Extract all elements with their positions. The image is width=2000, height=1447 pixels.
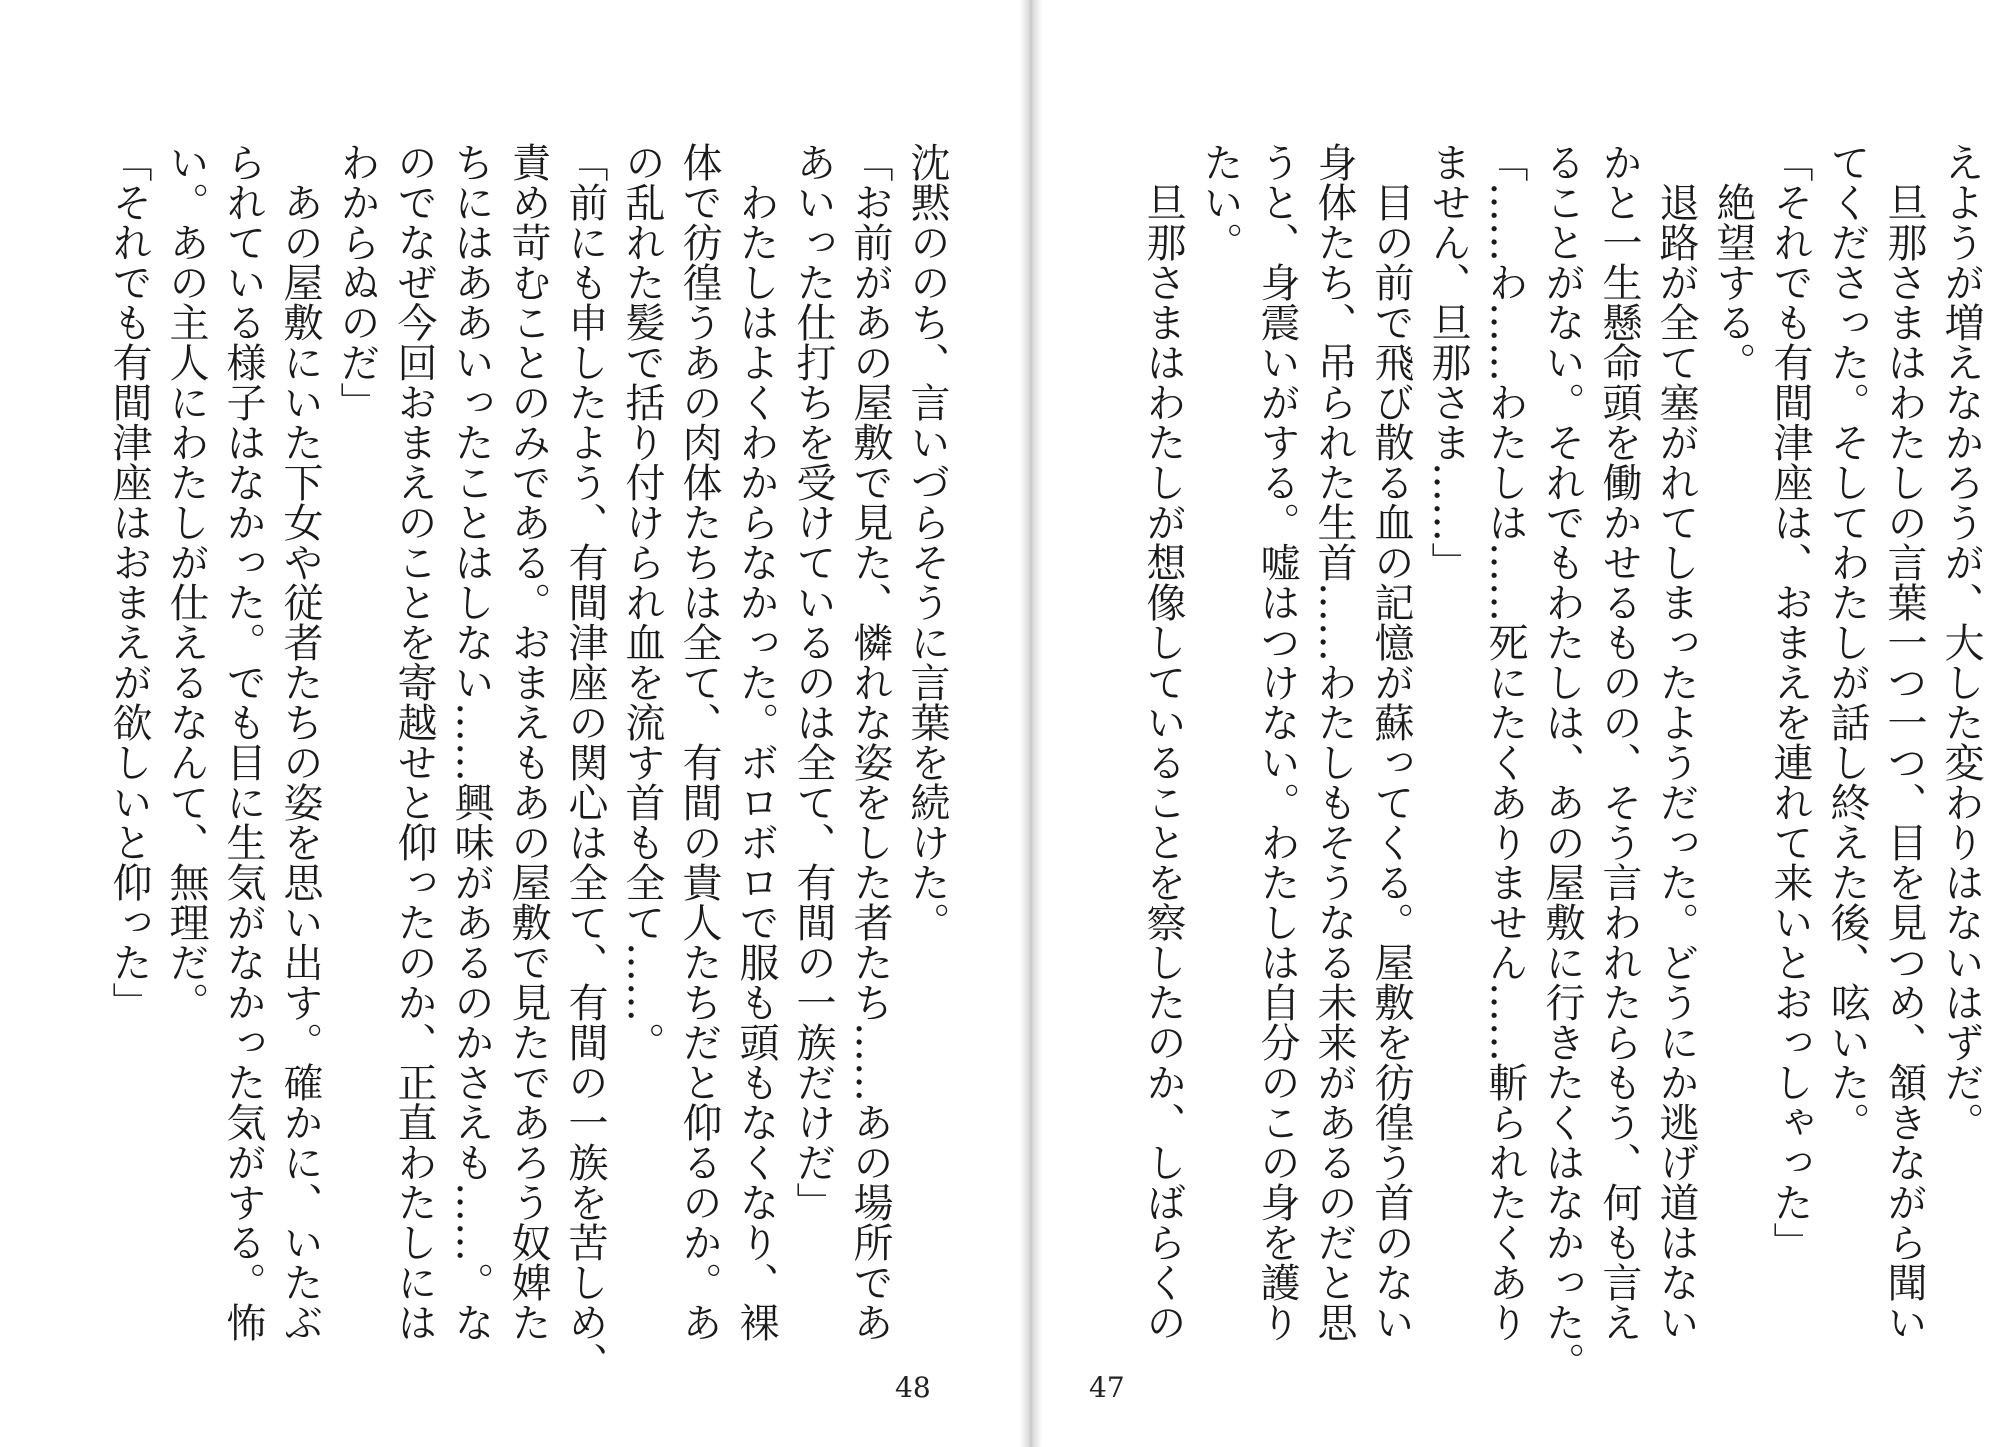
text-line: えようが増えなかろうが、大した変わりはないはずだ。 — [1938, 142, 1984, 1142]
text-line: られている様子はなかった。でも目に生気がなかった気がする。怖 — [220, 142, 266, 1342]
text-line: うと、身震いがする。嘘はつけない。わたしは自分のこの身を護り — [1254, 142, 1300, 1342]
text-line: 「それでも有間津座はおまえが欲しいと仰った」 — [106, 142, 152, 1022]
text-line: かと一生懸命頭を働かせるものの、そう言われたらもう、何も言え — [1596, 142, 1642, 1342]
text-line: ちにはああいったことはしない……興味があるのかさえも……。な — [448, 142, 494, 1342]
text-line: 旦那さまはわたしが想像していることを察したのか、しばらくの — [1140, 142, 1186, 1342]
text-line: あの屋敷にいた下女や従者たちの姿を思い出す。確かに、いたぶ — [277, 142, 323, 1342]
page-number: 47 — [1089, 1371, 1125, 1404]
text-line: あいった仕打ちを受けているのは全て、有間の一族だけだ」 — [790, 142, 836, 1222]
text-line: 「お前があの屋敷で見た、憐れな姿をした者たち……あの場所であ — [847, 142, 893, 1342]
page-number: 48 — [895, 1371, 931, 1404]
left-page-text — [85, 142, 955, 1382]
text-line: 退路が全て塞がれてしまったようだった。どうにか逃げ道はない — [1653, 142, 1699, 1342]
text-line: のでなぜ今回おまえのことを寄越せと仰ったのか、正直わたしには — [391, 142, 437, 1342]
text-line: い。あの主人にわたしが仕えるなんて、無理だ。 — [163, 142, 209, 1022]
text-line: 絶望する。 — [1710, 142, 1756, 382]
text-line: 「それでも有間津座は、おまえを連れて来いとおっしゃった」 — [1767, 142, 1813, 1262]
text-line: 責め苛むことのみである。おまえもあの屋敷で見たであろう奴婢た — [505, 142, 551, 1342]
text-line: ません、旦那さま……」 — [1425, 142, 1471, 582]
text-line: わたしはよくわからなかった。ボロボロで服も頭もなくなり、裸 — [733, 142, 779, 1342]
right-page-text — [1089, 142, 1989, 1382]
text-line: 体で彷徨うあの肉体たちは全て、有間の貴人たちだと仰るのか。あ — [676, 142, 722, 1342]
text-line: 旦那さまはわたしの言葉一つ一つ、目を見つめ、頷きながら聞い — [1881, 142, 1927, 1342]
text-line: たい。 — [1197, 142, 1243, 262]
text-line: ることがない。それでもわたしは、あの屋敷に行きたくはなかった。 — [1539, 142, 1585, 1382]
book-spine-gutter — [1020, 0, 1042, 1447]
text-line: 身体たち、吊られた生首……わたしもそうなる未来があるのだと思 — [1311, 142, 1357, 1342]
text-line: 目の前で飛び散る血の記憶が蘇ってくる。屋敷を彷徨う首のない — [1368, 142, 1414, 1342]
text-line: 沈黙ののち、言いづらそうに言葉を続けた。 — [904, 142, 950, 942]
text-line: 「前にも申したよう、有間津座の関心は全て、有間の一族を苦しめ、 — [562, 142, 608, 1382]
text-line: わからぬのだ」 — [334, 142, 380, 422]
right-page — [1042, 0, 2000, 1447]
text-line: 「……わ……わたしは……死にたくありません……斬られたくあり — [1482, 142, 1528, 1342]
text-line: の乱れた髪で括り付けられ血を流す首も全て……。 — [619, 142, 665, 1062]
text-line: てくださった。そしてわたしが話し終えた後、呟いた。 — [1824, 142, 1870, 1142]
